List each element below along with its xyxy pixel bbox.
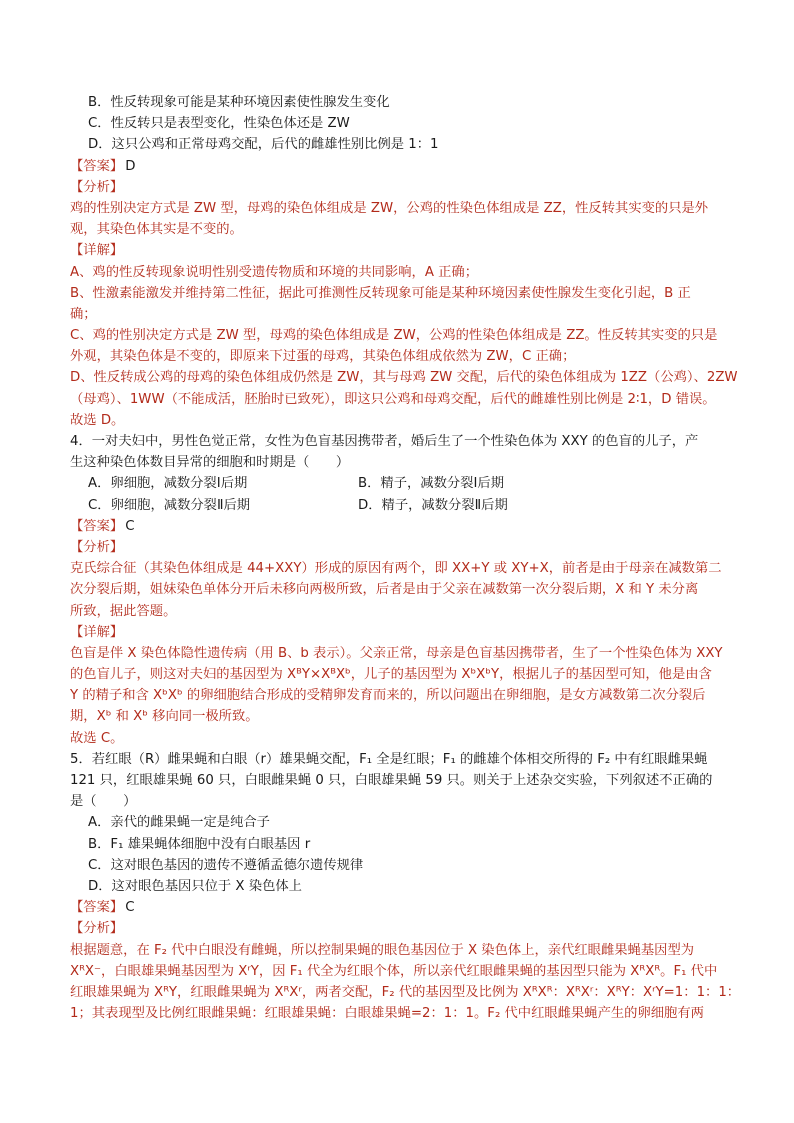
q3-answer-line [70,156,725,177]
q4-options-row-1 [70,473,725,494]
q4-detail-line: 色盲是伴 X 染色体隐性遗传病（用 B、b 表示）。父亲正常，母亲是色盲基因携带者，生了一个性染色体为 XXY [70,645,723,661]
q5-answer-value: C [125,900,135,916]
q4-analysis-line: 克氏综合征（其染色体组成是 44+XXY）形成的原因有两个，即 XX+Y 或 XY+X，前者是由于母亲在减数第二 [70,561,722,577]
q5-analysis-line: 根据题意，在 F₂ 代中白眼没有雌蝇，所以控制果蝇的眼色基因位于 X 染色体上，亲代红眼雌果蝇基因型为 [70,942,695,958]
q4-option-a: A．卵细胞，减数分裂Ⅰ后期 [88,476,248,492]
q5-stem-line: 121 只，红眼雄果蝇 60 只，白眼雌果蝇 0 只，白眼雄果蝇 59 只。则关于上述杂交实验，下列叙述不正确的 [70,773,713,788]
q3-conclusion: 故选 D。 [70,412,125,428]
q5-answer-tag: 【答案】 [70,900,124,916]
q4-detail-line: 期，Xᵇ 和 Xᵇ 移向同一极所致。 [70,709,259,725]
q4-analysis-line: 次分裂后期，姐妹染色单体分开后未移向两极所致，后者是由于父亲在减数第一次分裂后期，X 和 Y 未分离 [70,582,699,598]
q3-detail-line: C、鸡的性别决定方式是 ZW 型，母鸡的染色体组成是 ZW，公鸡的性染色体组成是 ZZ。性反转其实变的只是 [70,328,718,344]
q3-detail-line: D、性反转成公鸡的母鸡的染色体组成仍然是 ZW，其与母鸡 ZW 交配，后代的染色体组成为 1ZZ（公鸡）、2ZW [70,370,738,386]
q3-option-c: C．性反转只是表型变化，性染色体还是 ZW [88,116,350,132]
q4-conclusion: 故选 C。 [70,730,124,746]
q4-analysis-tag: 【分析】 [70,539,124,555]
q3-analysis-line: 观，其染色体其实是不变的。 [70,222,243,238]
q5-analysis-line: XᴿX⁻，白眼雄果蝇基因型为 XʳY，因 F₁ 代全为红眼个体，所以亲代红眼雌果蝇的基因型只能为 XᴿXᴿ。F₁ 代中 [70,963,718,979]
q5-analysis-line: 1；其表现型及比例红眼雌果蝇：红眼雄果蝇：白眼雄果蝇=2：1：1。F₂ 代中红眼雌果蝇产生的卵细胞有两 [70,1006,704,1022]
q3-detail-line: 确； [70,306,97,322]
q4-analysis-line: 所致，据此答题。 [70,603,177,619]
q3-option-b: B．性反转现象可能是某种环境因素使性腺发生变化 [88,95,390,110]
q4-stem-line: 4．一对夫妇中，男性色觉正常，女性为色盲基因携带者，婚后生了一个性染色体为 XXY 的色盲的儿子，产 [70,434,699,449]
q4-detail-line: 的色盲儿子，则这对夫妇的基因型为 XᴮY×XᴮXᵇ，儿子的基因型为 XᵇXᵇY，根据儿子的基因型可知，他是由含 [70,667,712,683]
q4-option-b: B．精子，减数分裂Ⅰ后期 [358,476,505,492]
q5-stem-line: 5．若红眼（R）雌果蝇和白眼（r）雄果蝇交配，F₁ 全是红眼；F₁ 的雌雄个体相交所得的 F₂ 中有红眼雌果蝇 [70,751,708,767]
document-page [70,92,741,1024]
q5-analysis-tag: 【分析】 [70,921,124,937]
q3-answer-tag: 【答案】 [70,158,124,174]
q5-option-d: D．这对眼色基因只位于 X 染色体上 [88,878,302,894]
q5-stem-line: 是（ ） [70,794,137,810]
q3-analysis-tag: 【分析】 [70,179,124,195]
q4-answer-value: C [125,518,135,534]
q3-detail-tag: 【详解】 [70,243,124,259]
q4-option-c: C．卵细胞，减数分裂Ⅱ后期 [88,497,251,513]
q3-analysis-line: 鸡的性别决定方式是 ZW 型，母鸡的染色体组成是 ZW，公鸡的性染色体组成是 ZZ，性反转其实变的只是外 [70,200,709,216]
q4-options-row-2 [70,495,725,516]
q3-detail-line: 外观，其染色体是不变的，即原来下过蛋的母鸡，其染色体组成依然为 ZW，C 正确； [70,349,576,365]
q4-detail-tag: 【详解】 [70,624,124,640]
q3-option-d: D．这只公鸡和正常母鸡交配，后代的雌雄性别比例是 1：1 [88,137,439,153]
q5-answer-line [70,897,725,918]
q4-stem-line: 生这种染色体数目异常的细胞和时期是（ ） [70,455,350,471]
q5-option-a: A．亲代的雌果蝇一定是纯合子 [88,815,270,831]
q4-detail-line: Y 的精子和含 XᵇXᵇ 的卵细胞结合形成的受精卵发育而来的，所以问题出在卵细胞，是女方减数第二次分裂后 [70,688,706,704]
q3-answer-value: D [125,158,136,174]
q5-analysis-line: 红眼雄果蝇为 XᴿY，红眼雌果蝇为 XᴿXʳ，两者交配，F₂ 代的基因型及比例为 XᴿXᴿ：XᴿXʳ：XᴿY：XʳY=1：1：1： [70,984,741,1000]
q3-detail-line: B、性激素能激发并维持第二性征，据此可推测性反转现象可能是某种环境因素使性腺发生变化引起，B 正 [70,285,691,301]
q3-detail-line: （母鸡）、1WW（不能成活，胚胎时已致死），即这只公鸡和母鸡交配，后代的雌雄性别比例是 2∶1，D 错误。 [70,391,716,407]
q5-option-b: B．F₁ 雄果蝇体细胞中没有白眼基因 r [88,836,311,852]
q4-answer-tag: 【答案】 [70,518,124,534]
q4-option-d: D．精子，减数分裂Ⅱ后期 [358,497,508,513]
q3-detail-line: A、鸡的性反转现象说明性别受遗传物质和环境的共同影响，A 正确； [70,264,479,280]
q5-option-c: C．这对眼色基因的遗传不遵循孟德尔遗传规律 [88,857,364,873]
q4-answer-line [70,516,725,537]
